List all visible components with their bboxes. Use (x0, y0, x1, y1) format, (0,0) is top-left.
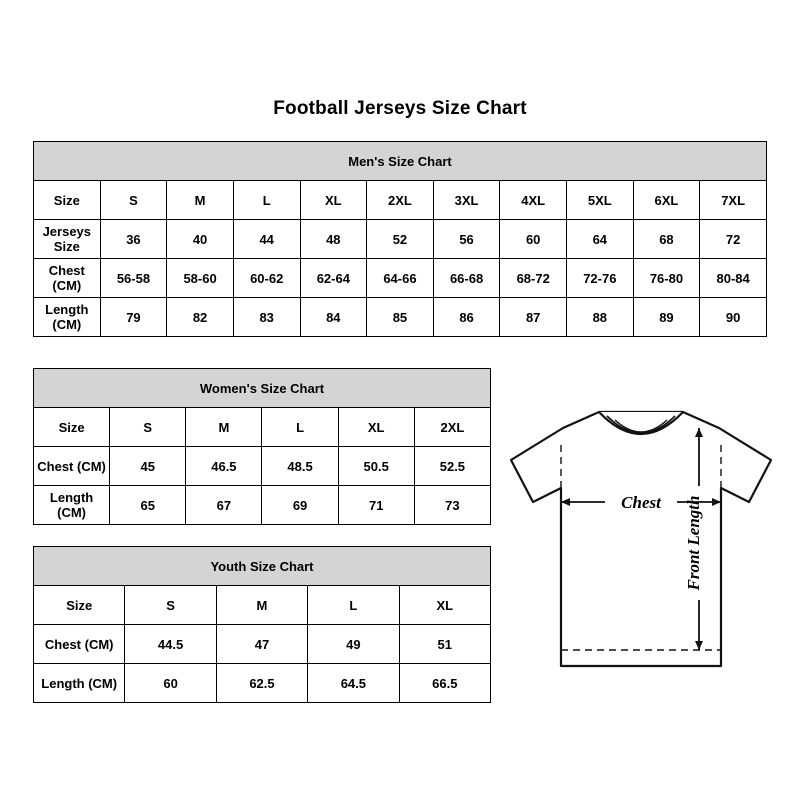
cell: 56 (433, 220, 500, 259)
cell: 76-80 (633, 259, 700, 298)
table-row (34, 408, 491, 447)
cell: 87 (500, 298, 567, 337)
cell: 67 (186, 486, 262, 525)
page-title: Football Jerseys Size Chart (273, 98, 527, 119)
cell: XL (338, 408, 414, 447)
table-row (34, 259, 767, 298)
cell: 56-58 (100, 259, 167, 298)
cell: 89 (633, 298, 700, 337)
cell: 69 (262, 486, 338, 525)
cell: XL (399, 586, 490, 625)
row-label: Chest (CM) (34, 625, 125, 664)
cell: L (262, 408, 338, 447)
cell: XL (300, 181, 367, 220)
cell: 86 (433, 298, 500, 337)
shirt-outline (511, 412, 771, 666)
cell: 48.5 (262, 447, 338, 486)
table-header-row (34, 369, 491, 408)
cell: 6XL (633, 181, 700, 220)
row-label: Length (CM) (34, 664, 125, 703)
womens-table-heading: Women's Size Chart (34, 369, 491, 408)
row-label: Jerseys Size (34, 220, 101, 259)
cell: 50.5 (338, 447, 414, 486)
tshirt-measurement-diagram (503, 398, 781, 698)
cell: 64 (567, 220, 634, 259)
cell: 73 (414, 486, 490, 525)
mens-table-heading: Men's Size Chart (34, 142, 767, 181)
cell: 3XL (433, 181, 500, 220)
cell: 84 (300, 298, 367, 337)
row-label: Length (CM) (34, 298, 101, 337)
cell: 60-62 (233, 259, 300, 298)
cell: 58-60 (167, 259, 234, 298)
front-length-label: Front Length (684, 495, 703, 591)
row-label: Length (CM) (34, 486, 110, 525)
cell: 79 (100, 298, 167, 337)
cell: 66-68 (433, 259, 500, 298)
cell: M (216, 586, 307, 625)
cell: 64-66 (367, 259, 434, 298)
table-row (34, 586, 491, 625)
cell: 7XL (700, 181, 767, 220)
cell: S (100, 181, 167, 220)
row-label: Size (34, 181, 101, 220)
cell: 72-76 (567, 259, 634, 298)
table-row (34, 181, 767, 220)
chest-label: Chest (621, 493, 661, 512)
cell: 60 (500, 220, 567, 259)
cell: 66.5 (399, 664, 490, 703)
cell: 52.5 (414, 447, 490, 486)
cell: 62-64 (300, 259, 367, 298)
cell: 51 (399, 625, 490, 664)
cell: 65 (110, 486, 186, 525)
cell: L (233, 181, 300, 220)
youth-table-heading: Youth Size Chart (34, 547, 491, 586)
cell: 90 (700, 298, 767, 337)
cell: 49 (308, 625, 399, 664)
cell: 68-72 (500, 259, 567, 298)
cell: 71 (338, 486, 414, 525)
cell: 48 (300, 220, 367, 259)
cell: 85 (367, 298, 434, 337)
cell: 4XL (500, 181, 567, 220)
table-header-row (34, 142, 767, 181)
cell: 2XL (367, 181, 434, 220)
cell: L (308, 586, 399, 625)
cell: 62.5 (216, 664, 307, 703)
cell: S (125, 586, 216, 625)
cell: 72 (700, 220, 767, 259)
cell: 88 (567, 298, 634, 337)
cell: 44 (233, 220, 300, 259)
youth-size-table (33, 546, 491, 703)
table-row (34, 664, 491, 703)
womens-size-table (33, 368, 491, 525)
mens-size-table (33, 141, 767, 337)
cell: 68 (633, 220, 700, 259)
table-row (34, 447, 491, 486)
cell: 80-84 (700, 259, 767, 298)
cell: 40 (167, 220, 234, 259)
table-row (34, 220, 767, 259)
row-label: Size (34, 408, 110, 447)
cell: 83 (233, 298, 300, 337)
cell: 5XL (567, 181, 634, 220)
cell: 46.5 (186, 447, 262, 486)
table-row (34, 625, 491, 664)
cell: 47 (216, 625, 307, 664)
cell: M (167, 181, 234, 220)
table-row (34, 298, 767, 337)
cell: 2XL (414, 408, 490, 447)
table-row (34, 486, 491, 525)
cell: 44.5 (125, 625, 216, 664)
row-label: Chest (CM) (34, 447, 110, 486)
cell: S (110, 408, 186, 447)
cell: 45 (110, 447, 186, 486)
cell: 64.5 (308, 664, 399, 703)
table-header-row (34, 547, 491, 586)
cell: 52 (367, 220, 434, 259)
cell: 36 (100, 220, 167, 259)
cell: 82 (167, 298, 234, 337)
row-label: Chest (CM) (34, 259, 101, 298)
row-label: Size (34, 586, 125, 625)
cell: M (186, 408, 262, 447)
cell: 60 (125, 664, 216, 703)
